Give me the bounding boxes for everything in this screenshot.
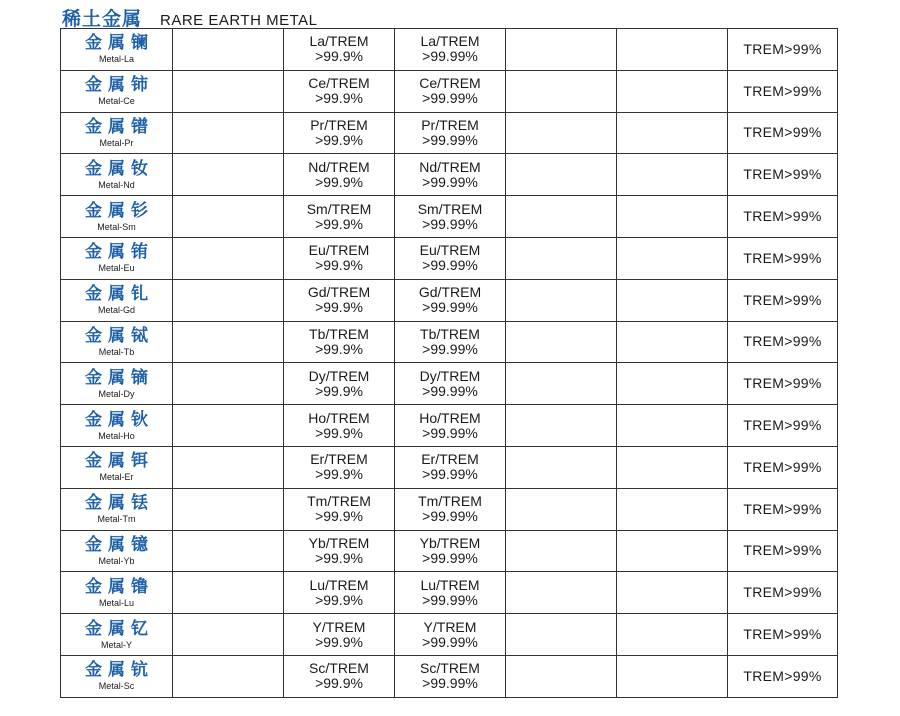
product-name-cell [61, 29, 173, 71]
empty-cell [617, 488, 728, 530]
purity-grade-1-cell [284, 572, 395, 614]
trem-cell: TREM>99% [728, 29, 838, 71]
table-row [61, 363, 838, 405]
purity-grade-2-cell [395, 488, 506, 530]
product-name-en: Metal-Pr [99, 137, 134, 148]
product-name-en: Metal-Sc [98, 681, 135, 692]
empty-cell [506, 530, 617, 572]
trem-cell: TREM>99% [728, 70, 838, 112]
empty-cell [617, 29, 728, 71]
purity-grade-2-ratio: Gd/TREM [418, 284, 482, 301]
product-name-cell [61, 237, 173, 279]
product-name-cn: 金属镧 [85, 33, 154, 54]
purity-grade-1-cell [284, 405, 395, 447]
trem-cell: TREM>99% [728, 154, 838, 196]
table-row [61, 70, 838, 112]
purity-grade-2-cell [395, 112, 506, 154]
purity-grade-2-ratio: Tm/TREM [418, 493, 482, 510]
purity-grade-2-ratio: Sc/TREM [420, 660, 480, 677]
purity-grade-2-cell [395, 321, 506, 363]
purity-grade-2-cell [395, 614, 506, 656]
purity-grade-1-cell [284, 655, 395, 697]
empty-cell [617, 530, 728, 572]
purity-grade-2-ratio: Pr/TREM [421, 116, 479, 133]
product-name-cn: 金属钬 [85, 409, 154, 430]
purity-grade-2-cell [395, 655, 506, 697]
page-header [62, 4, 318, 28]
table-row [61, 237, 838, 279]
empty-cell [173, 279, 284, 321]
empty-cell [506, 196, 617, 238]
empty-cell [173, 29, 284, 71]
product-name-cell [61, 321, 173, 363]
product-name-en: Metal-Yb [98, 555, 135, 566]
product-name-cn: 金属镱 [85, 534, 154, 555]
empty-cell [506, 655, 617, 697]
page-title-cn: 稀土金属 [62, 8, 143, 30]
purity-grade-2-ratio: Ce/TREM [419, 75, 481, 92]
empty-cell [173, 321, 284, 363]
purity-grade-1-value: >99.9% [315, 382, 363, 399]
purity-grade-1-cell [284, 237, 395, 279]
purity-grade-1-ratio: Yb/TREM [308, 534, 370, 551]
product-name-en: Metal-Ce [98, 96, 135, 107]
empty-cell [173, 446, 284, 488]
empty-cell [617, 363, 728, 405]
empty-cell [617, 237, 728, 279]
purity-grade-1-value: >99.9% [315, 549, 363, 566]
empty-cell [173, 70, 284, 112]
product-name-cell [61, 572, 173, 614]
product-name-cn: 金属钪 [85, 660, 154, 681]
purity-grade-1-cell [284, 29, 395, 71]
purity-grade-2-cell [395, 196, 506, 238]
empty-cell [506, 321, 617, 363]
purity-grade-1-value: >99.9% [315, 633, 363, 650]
purity-grade-1-ratio: Gd/TREM [307, 284, 371, 301]
empty-cell [506, 279, 617, 321]
purity-grade-1-cell [284, 70, 395, 112]
product-name-cn: 金属铈 [85, 75, 154, 96]
purity-grade-1-cell [284, 112, 395, 154]
purity-grade-2-value: >99.99% [422, 424, 478, 441]
trem-cell: TREM>99% [728, 237, 838, 279]
product-name-en: Metal-Ho [98, 430, 135, 441]
product-name-en: Metal-Gd [97, 305, 135, 316]
trem-cell: TREM>99% [728, 655, 838, 697]
purity-grade-1-value: >99.9% [315, 257, 363, 274]
trem-cell: TREM>99% [728, 446, 838, 488]
table-row [61, 321, 838, 363]
product-name-cn: 金属铥 [85, 493, 154, 514]
product-name-cn: 金属钕 [85, 158, 154, 179]
purity-grade-1-ratio: La/TREM [309, 33, 369, 50]
trem-cell: TREM>99% [728, 572, 838, 614]
empty-cell [506, 572, 617, 614]
purity-grade-1-ratio: Tb/TREM [309, 325, 369, 342]
table-row [61, 572, 838, 614]
purity-grade-2-value: >99.99% [422, 48, 478, 65]
product-name-en: Metal-Dy [98, 388, 135, 399]
empty-cell [173, 614, 284, 656]
purity-grade-1-cell [284, 446, 395, 488]
purity-grade-2-value: >99.99% [422, 299, 478, 316]
purity-grade-2-value: >99.99% [422, 466, 478, 483]
purity-grade-1-value: >99.9% [315, 299, 363, 316]
product-name-cell [61, 405, 173, 447]
purity-grade-1-ratio: Dy/TREM [308, 367, 370, 384]
empty-cell [617, 321, 728, 363]
product-name-en: Metal-Lu [98, 597, 134, 608]
product-name-en: Metal-Y [100, 639, 132, 650]
empty-cell [506, 29, 617, 71]
trem-cell: TREM>99% [728, 405, 838, 447]
purity-grade-1-value: >99.9% [315, 466, 363, 483]
empty-cell [617, 655, 728, 697]
empty-cell [617, 196, 728, 238]
purity-grade-2-value: >99.99% [422, 382, 478, 399]
purity-grade-1-value: >99.9% [315, 675, 363, 692]
trem-cell: TREM>99% [728, 279, 838, 321]
purity-grade-1-cell [284, 363, 395, 405]
product-name-cn: 金属铒 [85, 451, 154, 472]
purity-grade-2-cell [395, 572, 506, 614]
trem-cell: TREM>99% [728, 196, 838, 238]
purity-grade-1-ratio: Sm/TREM [306, 200, 372, 217]
trem-cell: TREM>99% [728, 321, 838, 363]
empty-cell [173, 488, 284, 530]
empty-cell [506, 363, 617, 405]
table-row [61, 530, 838, 572]
purity-grade-1-cell [284, 279, 395, 321]
table-row [61, 196, 838, 238]
product-name-en: Metal-La [98, 54, 134, 65]
purity-grade-1-cell [284, 530, 395, 572]
product-name-cell [61, 614, 173, 656]
product-name-cn: 金属镨 [85, 116, 154, 137]
purity-grade-2-value: >99.99% [422, 549, 478, 566]
empty-cell [173, 530, 284, 572]
product-name-cell [61, 363, 173, 405]
purity-grade-2-cell [395, 237, 506, 279]
purity-grade-2-ratio: Y/TREM [423, 618, 477, 635]
product-name-cell [61, 530, 173, 572]
empty-cell [173, 154, 284, 196]
purity-grade-2-cell [395, 70, 506, 112]
purity-grade-1-ratio: Pr/TREM [310, 116, 368, 133]
empty-cell [506, 154, 617, 196]
empty-cell [173, 655, 284, 697]
product-name-en: Metal-Sm [97, 221, 136, 232]
purity-grade-2-ratio: Yb/TREM [419, 534, 481, 551]
product-name-cn: 金属镥 [85, 576, 154, 597]
empty-cell [173, 363, 284, 405]
purity-grade-2-ratio: Ho/TREM [419, 409, 481, 426]
purity-grade-1-ratio: Eu/TREM [308, 242, 370, 259]
purity-grade-2-value: >99.99% [422, 215, 478, 232]
purity-grade-1-ratio: Ce/TREM [308, 75, 370, 92]
purity-grade-2-value: >99.99% [422, 508, 478, 525]
empty-cell [506, 70, 617, 112]
purity-grade-2-ratio: Lu/TREM [420, 576, 480, 593]
product-name-en: Metal-Er [99, 472, 134, 483]
purity-grade-2-ratio: Nd/TREM [419, 158, 481, 175]
purity-grade-1-ratio: Ho/TREM [308, 409, 370, 426]
purity-grade-2-ratio: Tb/TREM [420, 325, 480, 342]
empty-cell [173, 572, 284, 614]
product-name-en: Metal-Eu [98, 263, 135, 274]
table-row [61, 29, 838, 71]
purity-grade-1-ratio: Sc/TREM [309, 660, 369, 677]
empty-cell [506, 614, 617, 656]
product-name-cell [61, 446, 173, 488]
page-title-en: RARE EARTH METAL [160, 12, 318, 29]
empty-cell [617, 112, 728, 154]
purity-grade-1-value: >99.9% [315, 508, 363, 525]
purity-grade-1-cell [284, 196, 395, 238]
table-row [61, 446, 838, 488]
purity-grade-1-ratio: Tm/TREM [307, 493, 371, 510]
purity-grade-2-cell [395, 154, 506, 196]
trem-cell: TREM>99% [728, 363, 838, 405]
trem-cell: TREM>99% [728, 112, 838, 154]
product-name-cell [61, 655, 173, 697]
product-name-cn: 金属铽 [85, 325, 154, 346]
purity-grade-1-cell [284, 154, 395, 196]
purity-grade-2-ratio: Er/TREM [421, 451, 479, 468]
empty-cell [173, 237, 284, 279]
purity-grade-1-cell [284, 321, 395, 363]
purity-grade-2-value: >99.99% [422, 675, 478, 692]
purity-grade-1-value: >99.9% [315, 48, 363, 65]
product-name-cell [61, 279, 173, 321]
purity-grade-2-cell [395, 363, 506, 405]
empty-cell [173, 112, 284, 154]
product-name-cell [61, 70, 173, 112]
purity-grade-1-ratio: Nd/TREM [308, 158, 370, 175]
trem-cell: TREM>99% [728, 614, 838, 656]
table-body [61, 29, 838, 698]
table-row [61, 405, 838, 447]
purity-grade-2-ratio: Dy/TREM [419, 367, 481, 384]
empty-cell [506, 112, 617, 154]
product-name-cell [61, 154, 173, 196]
purity-grade-2-value: >99.99% [422, 340, 478, 357]
product-name-cell [61, 488, 173, 530]
product-name-cell [61, 196, 173, 238]
purity-grade-1-ratio: Y/TREM [312, 618, 366, 635]
product-name-en: Metal-Nd [98, 179, 135, 190]
purity-grade-2-ratio: Sm/TREM [417, 200, 483, 217]
purity-grade-2-value: >99.99% [422, 591, 478, 608]
empty-cell [506, 446, 617, 488]
purity-grade-1-value: >99.9% [315, 90, 363, 107]
empty-cell [617, 572, 728, 614]
purity-grade-1-value: >99.9% [315, 173, 363, 190]
purity-grade-2-cell [395, 446, 506, 488]
empty-cell [617, 405, 728, 447]
table-row [61, 279, 838, 321]
purity-grade-1-ratio: Er/TREM [310, 451, 368, 468]
product-name-en: Metal-Tb [98, 346, 135, 357]
empty-cell [173, 405, 284, 447]
product-name-cn: 金属镝 [85, 367, 154, 388]
empty-cell [617, 446, 728, 488]
trem-cell: TREM>99% [728, 530, 838, 572]
product-name-cn: 金属钇 [85, 618, 154, 639]
product-name-cn: 金属钆 [85, 284, 154, 305]
purity-grade-1-value: >99.9% [315, 424, 363, 441]
purity-grade-1-cell [284, 614, 395, 656]
purity-grade-2-cell [395, 279, 506, 321]
empty-cell [617, 614, 728, 656]
empty-cell [617, 279, 728, 321]
purity-grade-1-cell [284, 488, 395, 530]
purity-grade-2-value: >99.99% [422, 173, 478, 190]
empty-cell [506, 237, 617, 279]
purity-grade-1-ratio: Lu/TREM [309, 576, 369, 593]
purity-grade-2-value: >99.99% [422, 90, 478, 107]
table-row [61, 614, 838, 656]
purity-grade-1-value: >99.9% [315, 591, 363, 608]
purity-grade-2-value: >99.99% [422, 257, 478, 274]
empty-cell [506, 488, 617, 530]
empty-cell [173, 196, 284, 238]
empty-cell [506, 405, 617, 447]
purity-grade-1-value: >99.9% [315, 131, 363, 148]
product-name-cn: 金属铕 [85, 242, 154, 263]
product-name-cell [61, 112, 173, 154]
rare-earth-metal-table [60, 28, 838, 698]
product-name-cn: 金属钐 [85, 200, 154, 221]
empty-cell [617, 70, 728, 112]
trem-cell: TREM>99% [728, 488, 838, 530]
product-name-en: Metal-Tm [97, 514, 136, 525]
table-row [61, 488, 838, 530]
table-row [61, 655, 838, 697]
purity-grade-2-cell [395, 405, 506, 447]
purity-grade-2-ratio: La/TREM [420, 33, 480, 50]
purity-grade-1-value: >99.9% [315, 340, 363, 357]
purity-grade-2-cell [395, 29, 506, 71]
table-row [61, 112, 838, 154]
purity-grade-1-value: >99.9% [315, 215, 363, 232]
purity-grade-2-ratio: Eu/TREM [419, 242, 481, 259]
purity-grade-2-cell [395, 530, 506, 572]
empty-cell [617, 154, 728, 196]
purity-grade-2-value: >99.99% [422, 633, 478, 650]
table-row [61, 154, 838, 196]
purity-grade-2-value: >99.99% [422, 131, 478, 148]
